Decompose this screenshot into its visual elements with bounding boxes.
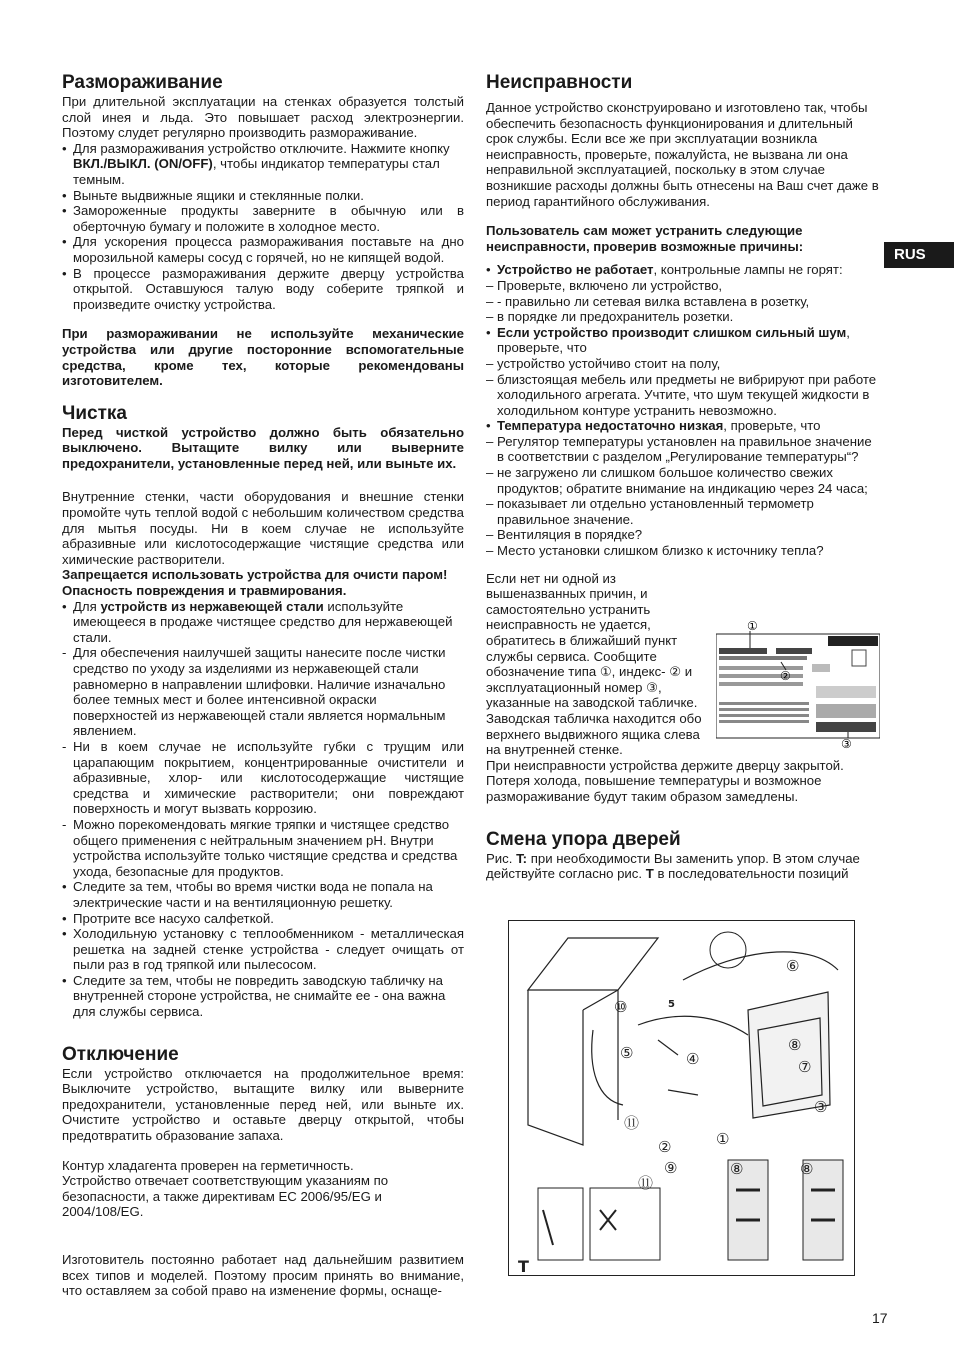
list-item: • Для ускорения процесса размораживания поставьте на дно морозильной камеры сосуд с горячей, но не кипящей водой. xyxy=(62,234,464,265)
diagram-callout: ⑥ xyxy=(786,957,800,975)
list-item: • Протрите все насухо салфеткой. xyxy=(62,910,274,926)
list-item: – Проверьте, включено ли устройство, xyxy=(486,277,723,293)
door-reversal-diagram xyxy=(508,920,855,1276)
list-item: • Выньте выдвижные ящики и стеклянные полки. xyxy=(62,187,364,203)
user-can-fix: Пользователь сам может устранить следующие неисправности, проверив возможные причины: xyxy=(486,223,804,254)
diagram-callout: ④ xyxy=(686,1050,700,1068)
door-title: Смена упора дверей xyxy=(486,828,681,850)
list-item: • Для размораживания устройство отключите. Нажмите кнопку ВКЛ./ВЫКЛ. (ON/OFF), чтобы индикатор температуры стал темным. xyxy=(62,140,450,187)
cleaning-paragraph: Внутренние стенки, части оборудования и внешние стенки промойте чуть теплой водой с небольшим количеством средства для мытья посуды. Ни в коем случае не используйте абразивные или кислотосодержащие чистящие средства или химические растворители. xyxy=(62,489,464,567)
faults-title: Неисправности xyxy=(486,72,633,93)
list-item: – не загружено ли слишком большое количество свежих продуктов; обратите внимание на индикацию через 24 часа; xyxy=(486,465,868,496)
left-column xyxy=(62,72,464,1299)
defrost-intro: При длительной эксплуатации на стенках образуется толстый слой инея и льда. Это повышает расход электроэнергии. Поэтому слудет регулярно производить размораживание. xyxy=(62,94,464,141)
faults-intro: Данное устройство сконструировано и изготовлено так, чтобы обеспечить безопасность функционирования и длительный срок службы. Если все же при эксплуатации возникла неисправность, проверьте, пожалуйста, не вызвана ли она неправильной эксплуатацией, поскольку в этом случае возникшие расходы должны быть отнесены на Ваш счет даже в период гарантийного обслуживания. xyxy=(486,100,879,209)
diagram-callout: ⑧ xyxy=(800,1160,814,1178)
diagram-callout: ⑤ xyxy=(620,1044,634,1062)
page-number: 17 xyxy=(872,1310,888,1326)
diagram-callout: ⑧ xyxy=(788,1036,802,1054)
defrost-warning: При размораживании не используйте механические устройства или другие посторонние вспомогательные средства, кроме тех, которые рекомендованы изготовителем. xyxy=(62,326,464,389)
diagram-callout: ③ xyxy=(814,1098,828,1116)
defrost-title: Размораживание xyxy=(62,72,223,93)
shutdown-title: Отключение xyxy=(62,1043,179,1065)
plate-callout-index: ② xyxy=(780,669,791,683)
list-item: – Вентиляция в порядке? xyxy=(486,527,643,543)
list-item: • Замороженные продукты заверните в обычную или в оберточную бумагу и положите в холодное место. xyxy=(62,203,464,234)
list-item: – в порядке ли предохранитель розетки. xyxy=(486,309,734,325)
list-item: • Если устройство производит слишком сильный шум, проверьте, что xyxy=(486,324,850,356)
diagram-callout: 5 xyxy=(668,999,675,1010)
list-item: – устройство устойчиво стоит на полу, xyxy=(486,355,721,371)
refrigerant-note: Контур хладагента проверен на герметичность. xyxy=(62,1157,354,1173)
list-item: – Регулятор температуры установлен на правильное значение в соответствии с разделом „Регулирование температуры“? xyxy=(486,433,872,465)
diagram-callout: ⑦ xyxy=(798,1058,812,1076)
list-item: • Следите за тем, чтобы во время чистки вода не попала на электрические части и на вентиляционную решетку. xyxy=(62,879,433,910)
diagram-callout: ⑪ xyxy=(638,1174,654,1192)
defrost-list xyxy=(62,141,464,313)
diagram-callout: ① xyxy=(716,1130,730,1148)
steam-warning: Запрещается использовать устройства для очисти паром! Опасность повреждения и травмирования. xyxy=(62,567,448,599)
safety-note: Устройство отвечает соответствующим указаниям по безопасности, а также директивам EC 2006/95/EG и 2004/108/EG. xyxy=(62,1173,389,1220)
list-item: • Температура недостаточно низкая, проверьте, что xyxy=(486,418,821,434)
list-item: – Место установки слишком близко к источнику тепла? xyxy=(486,543,824,559)
figure-label: T xyxy=(518,1257,529,1276)
cleaning-title: Чистка xyxy=(62,402,127,424)
list-item: • Для устройств из нержавеющей стали используйте имеющееся в продаже чистящее средство для нержавеющей стали. xyxy=(62,598,453,645)
list-item: • В процессе размораживания держите дверцу устройства открытой. Оставшуюся талую воду соберите тряпкой и произведите очистку устройства. xyxy=(62,265,464,312)
manufacturer-note: Изготовитель постоянно работает над дальнейшим развитием всех типов и моделей. Поэтому просим принять во внимание, что оставляем за собой право на изменение формы, оснаще- xyxy=(62,1252,464,1299)
diagram-callout: ⑨ xyxy=(664,1159,678,1177)
list-item: • Холодильную установку с теплообменником - металлическая решетка на задней стенке устройства - следует очищать от пыли раз в год тряпкой или пылесосом. xyxy=(62,926,464,973)
keep-door-closed: При неисправности устройства держите дверцу закрытой. Потеря холода, повышение температуры и возможное размораживание будут таким образом замедлены. xyxy=(486,757,844,804)
list-item: - Можно порекомендовать мягкие тряпки и чистящее средство общего применения с нейтральным значением pH. Внутри устройства используйте только чистящие средства и средства ухода, безопасные для продуктов. xyxy=(62,816,458,879)
list-item: • Следите за тем, чтобы не повредить заводскую табличку на внутренней стороне устройства, не снимайте ее - она важна для службы сервиса. xyxy=(62,972,446,1020)
faults-list xyxy=(486,262,880,558)
right-column xyxy=(486,72,880,882)
shutdown-paragraph: Если устройство отключается на продолжительное время: Выключите устройство, вытащите вилку или выверните предохранители, установленные перед ней, или выньте их. Очистите устройство и оставьте дверцу открытой, чтобы предотвратить образование запаха. xyxy=(62,1065,464,1144)
rating-plate-illustration xyxy=(716,620,880,752)
cleaning-warning: Перед чисткой устройство должно быть обязательно выключено. Вытащите вилку или выверните предохранители, установленные перед ней, или выньте их. xyxy=(62,424,464,471)
language-tab: RUS xyxy=(884,242,954,268)
plate-callout-serial: ③ xyxy=(841,737,852,751)
door-paragraph: Рис. T: при необходимости Вы заменить упор. В этом случае действуйте согласно рис. T в последовательности позиций xyxy=(486,850,860,882)
diagram-callout: ② xyxy=(658,1138,672,1156)
list-item: – близстоящая мебель или предметы не вибрируют при работе холодильного агрегата. Учтите, что шум текущей жидкости в холодильном контуре устранить невозможно. xyxy=(486,371,877,418)
diagram-callout: ⑧ xyxy=(730,1160,744,1178)
diagram-callout: ⑪ xyxy=(624,1114,640,1132)
list-item: • Устройство не работает, контрольные лампы не горят: xyxy=(486,262,843,278)
list-item: - Для обеспечения наилучшей защиты нанесите после чистки средство по уходу за изделиями из нержавеющей стали равномерно в направлении шлифовки. Наличие изначально более темных мест и более интенсивной окраски поверхностей из нержавеющей стали является нормальным явлением. xyxy=(62,645,446,739)
list-item: - Ни в коем случае не используйте губки с трущим или царапающим покрытием, концентрированные очистители и абразивные, хлор- или кислотосодержащие чистящие средства и химические растворители; они повреждают поверхность и могут вызвать коррозию. xyxy=(62,738,464,817)
service-paragraph: Если нет ни одной из вышеназванных причин, и самостоятельно устранить неисправность не удается, обратитесь в ближайший пункт службы сервиса. Сообщите обозначение типа ①, индекс- ② и эксплуатационный номер ③, указанные на заводской табличке. Заводская табличка находится обо верхнего выдвижного ящика слева на внутренней стенке. xyxy=(486,570,702,758)
list-item: – показывает ли отдельно установленный термометр правильное значение. xyxy=(486,496,814,527)
plate-callout-type: ① xyxy=(747,620,758,633)
diagram-callout: ⑩ xyxy=(614,998,628,1016)
list-item: – - правильно ли сетевая вилка вставлена в розетку, xyxy=(486,293,810,309)
cleaning-list xyxy=(62,599,464,1020)
